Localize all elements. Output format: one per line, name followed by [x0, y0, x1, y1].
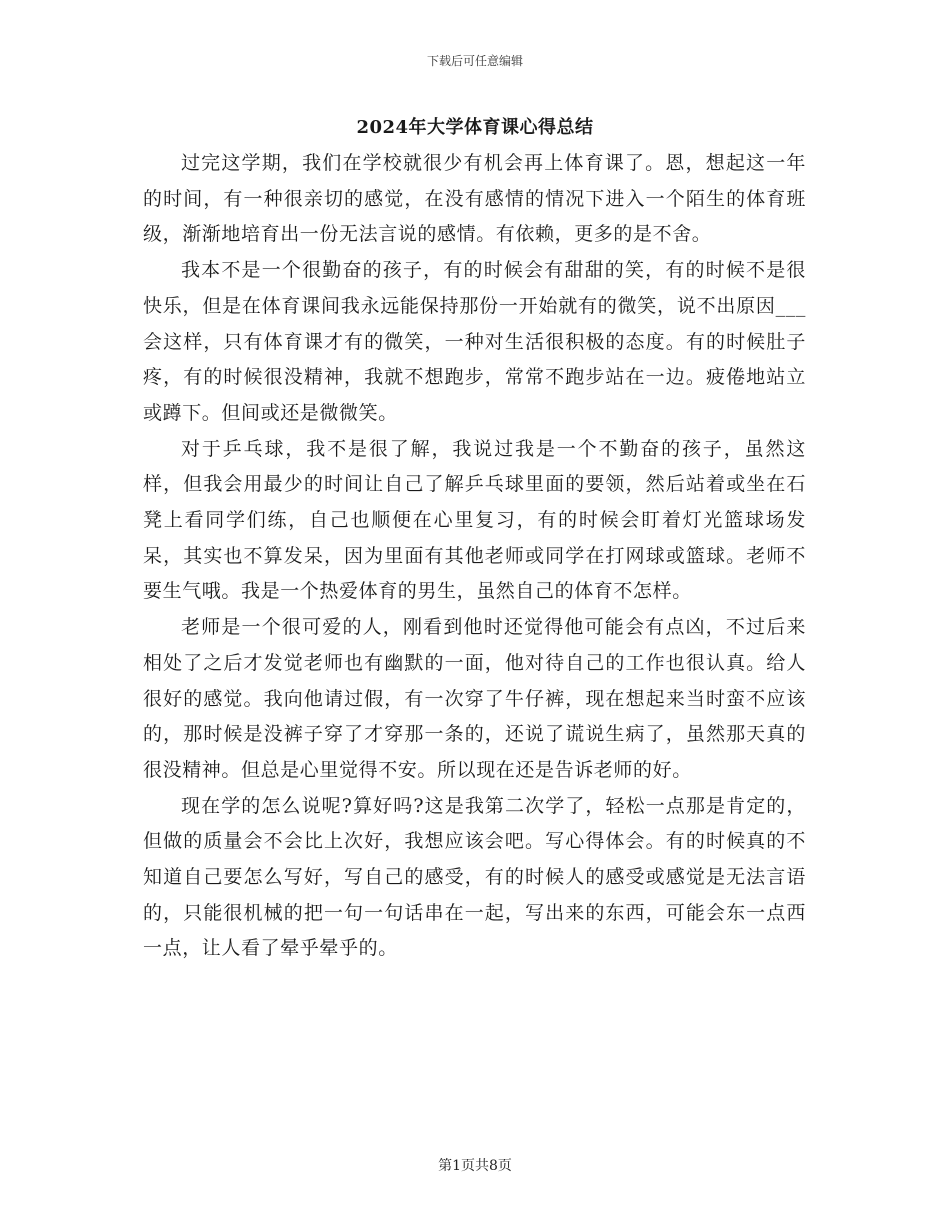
page-number-footer: 第1页共8页	[438, 1158, 512, 1174]
paragraph-5: 现在学的怎么说呢?算好吗?这是我第二次学了，轻松一点那是肯定的，但做的质量会不会比上次好，我想应该会吧。写心得体会。有的时候真的不知道自己要怎么写好，写自己的感受，有的时候人的感受或感觉是无法言语的，只能很机械的把一句一句话串在一起，写出来的东西，可能会东一点西一点，让人看了晕乎晕乎的。	[143, 794, 806, 960]
document-body	[143, 146, 806, 967]
paragraph-4: 老师是一个很可爱的人，刚看到他时还觉得他可能会有点凶，不过后来相处了之后才发觉老师也有幽默的一面，他对待自己的工作也很认真。给人很好的感觉。我向他请过假，有一次穿了牛仔裤，现在想起来当时蛮不应该的，那时候是没裤子穿了才穿那一条的，还说了谎说生病了，虽然那天真的很没精神。但总是心里觉得不安。所以现在还是告诉老师的好。	[143, 616, 806, 781]
paragraph-2: 我本不是一个很勤奋的孩子，有的时候会有甜甜的笑，有的时候不是很快乐，但是在体育课间我永远能保持那份一开始就有的微笑，说不出原因___会这样，只有体育课才有的微笑，一种对生活很积极的态度。有的时候肚子疼，有的时候很没精神，我就不想跑步，常常不跑步站在一边。疲倦地站立或蹲下。但间或还是微微笑。	[143, 259, 806, 424]
paragraph-3: 对于乒乓球，我不是很了解，我说过我是一个不勤奋的孩子，虽然这样，但我会用最少的时间让自己了解乒乓球里面的要领，然后站着或坐在石凳上看同学们练，自己也顺便在心里复习，有的时候会盯着灯光篮球场发呆，其实也不算发呆，因为里面有其他老师或同学在打网球或篮球。老师不要生气哦。我是一个热爱体育的男生，虽然自己的体育不怎样。	[143, 437, 806, 603]
document-title: 2024年大学体育课心得总结	[356, 117, 594, 138]
paragraph-1: 过完这学期，我们在学校就很少有机会再上体育课了。恩，想起这一年的时间，有一种很亲切的感觉，在没有感情的情况下进入一个陌生的体育班级，渐渐地培育出一份无法言说的感情。有依赖，更多的是不舍。	[143, 152, 806, 246]
page-header-note: 下载后可任意编辑	[426, 54, 523, 68]
